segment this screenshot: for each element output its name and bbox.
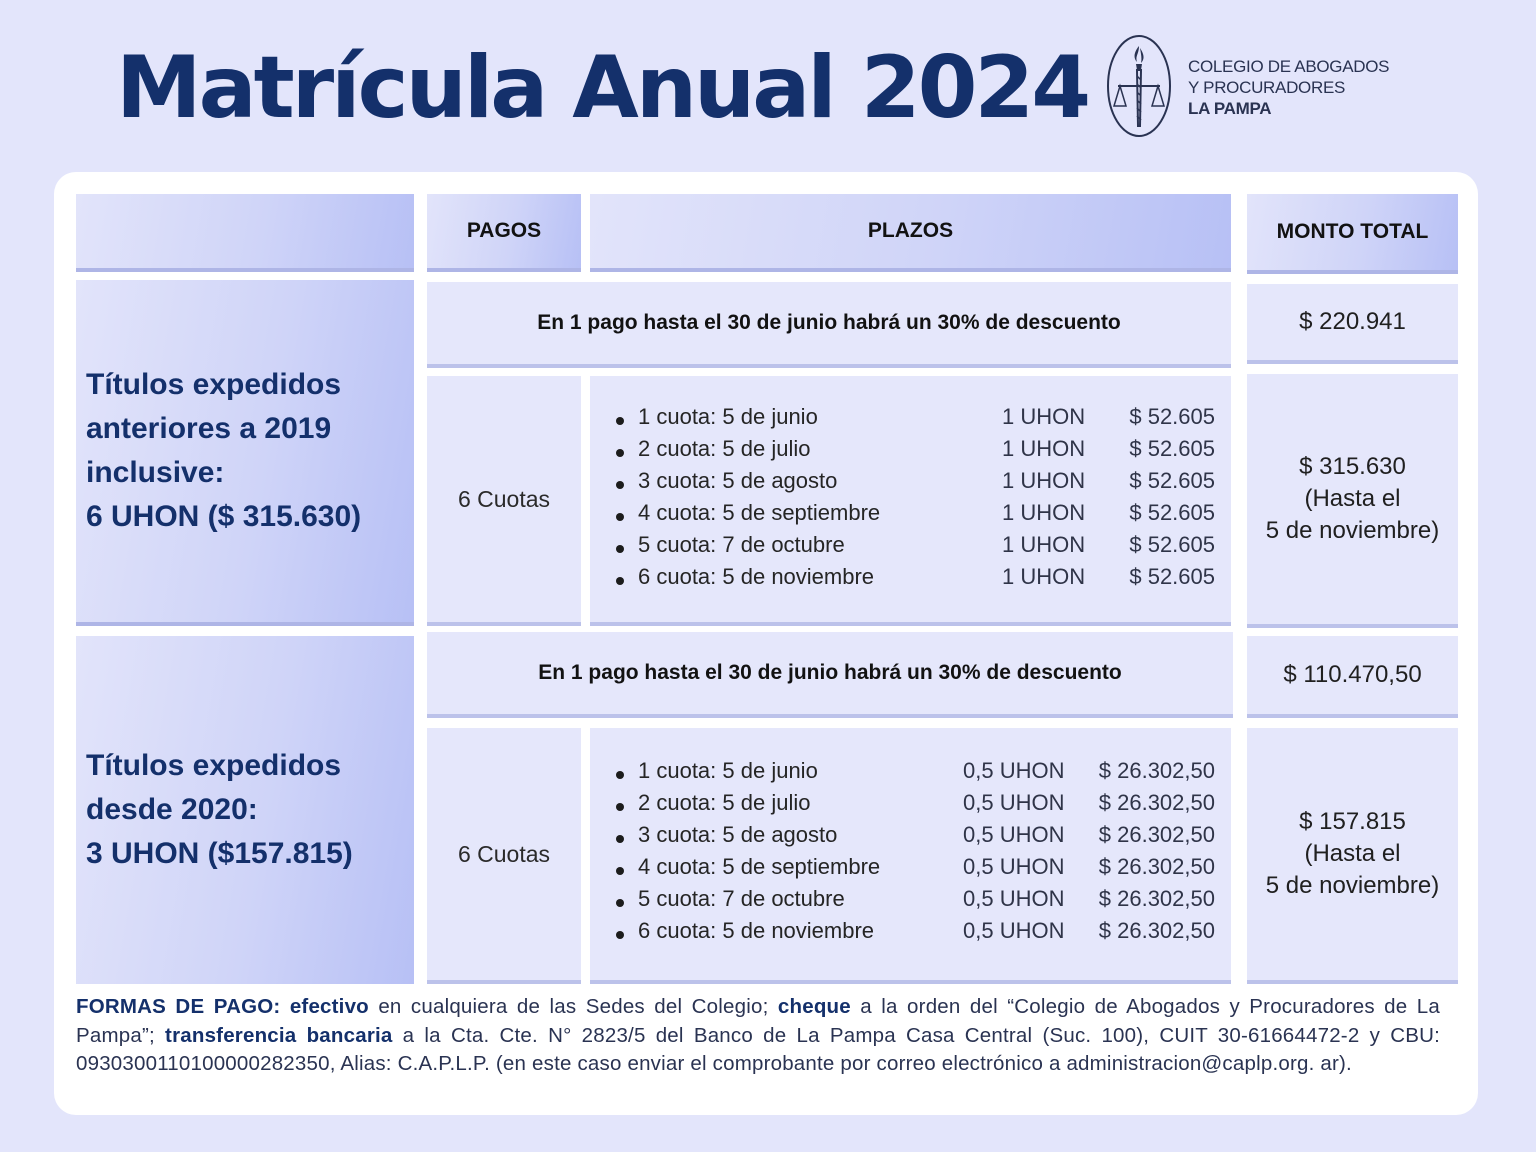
institution-logo: [1106, 34, 1396, 138]
page-title: Matrícula Anual 2024: [116, 38, 1089, 138]
installment-row: [610, 532, 1215, 564]
installment-row: [610, 436, 1215, 468]
installment-amount: $ 52.605: [1129, 500, 1215, 525]
installment-label: 5 cuota: 7 de octubre: [638, 886, 845, 911]
bullet-icon: [616, 545, 624, 553]
installment-amount: $ 26.302,50: [1098, 758, 1215, 783]
installment-uhon: 1 UHON: [1002, 436, 1086, 461]
group-2-title: [76, 636, 414, 984]
installment-uhon: 0,5 UHON: [963, 758, 1065, 783]
installment-amount: $ 26.302,50: [1098, 918, 1215, 943]
installment-row: [610, 886, 1215, 918]
installment-uhon: 1 UHON: [1002, 468, 1086, 493]
installment-amount: $ 52.605: [1129, 436, 1215, 461]
group-2-pagos: 6 Cuotas: [427, 728, 581, 984]
bullet-icon: [616, 771, 624, 779]
installment-label: 3 cuota: 5 de agosto: [638, 822, 838, 847]
installment-row: [610, 854, 1215, 886]
installment-label: 6 cuota: 5 de noviembre: [638, 918, 875, 943]
installment-amount: $ 52.605: [1129, 532, 1215, 557]
installment-uhon: 1 UHON: [1002, 564, 1086, 589]
header-pagos: PAGOS: [427, 194, 581, 272]
group-2-total: [1247, 728, 1458, 984]
group-2-title-line: desde 2020:: [86, 793, 258, 826]
installment-row: [610, 822, 1215, 854]
installment-row: [610, 404, 1215, 436]
group-1-pagos: 6 Cuotas: [427, 376, 581, 626]
installment-uhon: 0,5 UHON: [963, 918, 1065, 943]
installment-amount: $ 52.605: [1129, 564, 1215, 589]
installment-amount: $ 26.302,50: [1098, 790, 1215, 815]
installment-amount: $ 52.605: [1129, 468, 1215, 493]
installment-label: 4 cuota: 5 de septiembre: [638, 854, 881, 879]
group-1-total-note: 5 de noviembre): [1265, 517, 1440, 544]
group-1-total-amount: $ 315.630: [1299, 453, 1406, 480]
payment-methods-note: [76, 993, 1440, 1079]
installment-row: [610, 564, 1215, 596]
installment-uhon: 0,5 UHON: [963, 790, 1065, 815]
logo-line-2: Y PROCURADORES: [1188, 78, 1346, 97]
bullet-icon: [616, 417, 624, 425]
header-monto-total: MONTO TOTAL: [1247, 194, 1458, 274]
installment-row: [610, 468, 1215, 500]
bullet-icon: [616, 899, 624, 907]
bullet-icon: [616, 803, 624, 811]
installment-row: [610, 758, 1215, 790]
footer-cheque: cheque: [777, 995, 851, 1018]
installment-uhon: 1 UHON: [1002, 500, 1086, 525]
group-1-title-line: inclusive:: [86, 456, 225, 489]
group-2-discount-text: En 1 pago hasta el 30 de junio habrá un 30% de descuento: [427, 632, 1233, 718]
group-1-discount-total: $ 220.941: [1247, 284, 1458, 364]
footer-transferencia: transferencia bancaria: [165, 1023, 393, 1047]
group-1-title-line: anteriores a 2019: [86, 412, 332, 445]
group-2-title-line: Títulos expedidos: [86, 749, 342, 782]
installment-label: 4 cuota: 5 de septiembre: [638, 500, 881, 525]
group-2-total-note: 5 de noviembre): [1265, 872, 1440, 899]
installment-uhon: 1 UHON: [1002, 532, 1086, 557]
group-1-title-line: 6 UHON ($ 315.630): [86, 500, 362, 533]
bullet-icon: [616, 577, 624, 585]
installment-row: [610, 500, 1215, 532]
bullet-icon: [616, 481, 624, 489]
footer-text: a la Cta. Cte. N° 2823/5 del Banco de La Pampa Casa Central (Suc. 100), CUIT 30-61664472-2 y CBU: 0930300110100000282350, Alias: C.A.P.L.P. (en este caso enviar el comprobante por correo electrónico a administracion@caplp.org. ar).: [76, 1023, 1440, 1075]
footer-text: en cualquiera de las Sedes del Colegio;: [368, 995, 778, 1018]
installment-amount: $ 26.302,50: [1098, 886, 1215, 911]
installment-amount: $ 26.302,50: [1098, 822, 1215, 847]
group-2-discount-total: $ 110.470,50: [1247, 636, 1458, 718]
installment-label: 5 cuota: 7 de octubre: [638, 532, 845, 557]
bullet-icon: [616, 449, 624, 457]
bullet-icon: [616, 835, 624, 843]
installment-label: 3 cuota: 5 de agosto: [638, 468, 838, 493]
bullet-icon: [616, 931, 624, 939]
group-1-discount-text: En 1 pago hasta el 30 de junio habrá un 30% de descuento: [427, 282, 1231, 368]
installment-uhon: 1 UHON: [1002, 404, 1086, 429]
group-1-total: [1247, 374, 1458, 628]
installment-amount: $ 26.302,50: [1098, 854, 1215, 879]
installment-label: 1 cuota: 5 de junio: [638, 404, 818, 429]
installment-uhon: 0,5 UHON: [963, 854, 1065, 879]
logo-line-3: LA PAMPA: [1188, 99, 1272, 118]
logo-line-1: COLEGIO DE ABOGADOS: [1188, 57, 1390, 76]
bullet-icon: [616, 867, 624, 875]
installment-label: 6 cuota: 5 de noviembre: [638, 564, 875, 589]
installment-row: [610, 918, 1215, 950]
group-2-total-amount: $ 157.815: [1299, 808, 1406, 835]
footer-text: a la orden del “Colegio de Abogados y Procuradores de La Pampa”;: [76, 995, 1440, 1047]
footer-efectivo: efectivo: [289, 995, 369, 1018]
group-2-installments: [590, 728, 1231, 984]
fees-card: [54, 172, 1478, 1115]
installment-label: 1 cuota: 5 de junio: [638, 758, 818, 783]
installment-amount: $ 52.605: [1129, 404, 1215, 429]
group-1-title: [76, 280, 414, 626]
installment-uhon: 0,5 UHON: [963, 886, 1065, 911]
group-1-title-line: Títulos expedidos: [86, 368, 342, 401]
group-1-total-note: (Hasta el: [1304, 485, 1401, 512]
header-plazos: PLAZOS: [590, 194, 1231, 272]
installment-label: 2 cuota: 5 de julio: [638, 790, 811, 815]
bullet-icon: [616, 513, 624, 521]
group-2-title-line: 3 UHON ($157.815): [86, 837, 353, 870]
footer-label: FORMAS DE PAGO:: [76, 995, 281, 1018]
group-1-installments: [590, 376, 1231, 626]
group-2-total-note: (Hasta el: [1304, 840, 1401, 867]
header-empty-cell: [76, 194, 414, 272]
installment-uhon: 0,5 UHON: [963, 822, 1065, 847]
installment-label: 2 cuota: 5 de julio: [638, 436, 811, 461]
scales-torch-emblem-icon: [1106, 34, 1172, 138]
installment-row: [610, 790, 1215, 822]
